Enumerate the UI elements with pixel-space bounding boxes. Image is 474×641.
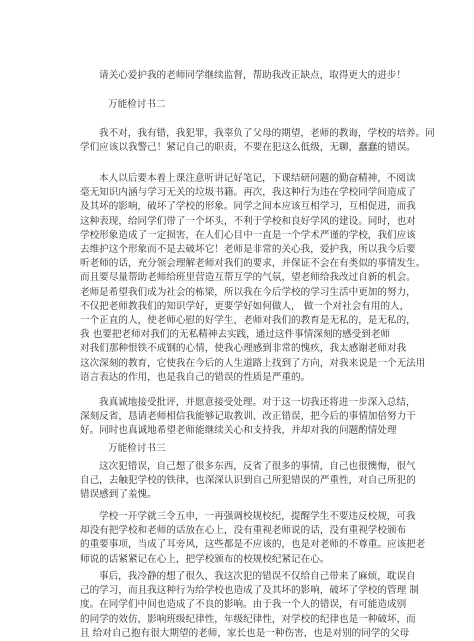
text-line: 这次深刻的教育，它使我在今后的人生道路上找到了方向，对我来说是一个无法用: [80, 357, 426, 369]
text-line: 这种表现，给同学们带了一个坏头，不利于学校和良好学风的建设。同时，也对: [80, 215, 416, 227]
paragraph: [80, 460, 416, 503]
text-line: 己的学习，而且我这种行为给学校也造成了及其坏的影响，破坏了学校的管理 制: [80, 585, 419, 597]
text-line: 自己，去触犯学校的铁律，也深深认识到自己所犯错误的严重性，对自己所犯的: [80, 475, 416, 487]
text-line: 学校形象造成了一定损害，在人们心目中一直是一个学术严谨的学校，我们应该: [80, 229, 416, 241]
text-line: 师说的话紧紧记在心上，把学校颁布的校规校纪紧记在心。: [80, 553, 330, 565]
text-line: 错误感到了羞愧。: [80, 489, 157, 501]
text-line: 听老师的话，充分领会理解老师对我们的要求，并保证不会在有类似的事情发生。: [80, 258, 426, 270]
text-line: 老师是希望我们成为社会的栋梁，所以我在今后学校的学习生活中更加的努力，: [80, 286, 416, 298]
text-line: 我真诚地接受批评，并愿意接受处理。对于这一切我还将进一步深入总结，: [99, 397, 416, 408]
text-line: 及其坏的影响，破坏了学校的形象。同学之间本应该互相学习，互相促进，而我: [80, 201, 416, 213]
text-line: 去维护这个形象而不是去破坏它！老师是非常的关心我，爱护我，所以我今后要: [80, 244, 416, 256]
text-line: 不仅把老师教我们的知识学好，更要学好如何做人， 做一个对社会有用的人，: [80, 300, 410, 312]
text-line: 的重要事项，当成了耳旁风，这些都是不应该的，也是对老师的不尊重。应该把老: [80, 539, 426, 551]
intro-paragraph: [80, 69, 410, 83]
text-line: 却没有把学校和老师的话放在心上，没有重视老师说的话，没有重视学校颁布: [80, 525, 407, 537]
paragraph: [80, 570, 419, 641]
text-line: 本人以后要本着上课注意听讲记好笔记，下课结研问题的勤奋精神，不阅读: [99, 173, 416, 184]
text-line: 一个正直的人，使老师心慰的好学生，老师对我们的教育是无私的，是无私的，: [80, 315, 416, 327]
text-line: 深刻反省，恳请老师相信我能够记取教训、改正错误，把今后的事情加倍努力干: [80, 411, 416, 423]
text-line: 这次犯错误，自己想了很多东西，反省了很多的事情，自己也很懊悔，很气: [99, 461, 416, 472]
paragraph: [80, 396, 416, 439]
text-line: 学们应该以我警己！紧记自己的职责，不要在犯这么低级，无聊，蠢蠢的错误。: [80, 142, 416, 154]
text-line: 我不对，我有错，我犯罪，我辜负了父母的期望，老师的教诲，学校的培养。同: [99, 128, 435, 139]
text-line: 毫无知识内涵与学习无关的垃圾书籍。再次，我这种行为违在学校同学间造成了: [80, 187, 416, 199]
text-line: 好。同时也真诚地希望老师能继续关心和支持我，并却对我的问题酌情处理: [80, 425, 397, 437]
paragraph: [80, 510, 426, 567]
section-title: 万能检讨书二: [108, 99, 166, 110]
section-title: 万能检讨书三: [108, 443, 166, 454]
paragraph: [80, 127, 435, 155]
text-line: 语言表达的作用，也是我自己的错误的性质是严重的。: [80, 371, 311, 383]
text-line: 我 也要把老师对我们的无私精神去实践，通过这件事情深刻的感受到老师: [80, 329, 391, 341]
text-line: 的同学的效仿，影响班级纪律性，年级纪律性，对学校的纪律也是一种破坏，而: [80, 613, 416, 625]
paragraph: [80, 172, 426, 385]
text-line: 事后，我冷静的想了很久，我这次犯的错误不仅给自己带来了麻烦，耽误自: [99, 571, 416, 582]
text-line: 对我们那种恨铁不成钢的心情，使我心理感到非常的愧疚，我太感谢老师对我: [80, 343, 407, 355]
text-line: 而且要尽量帮助老师给班里营造互帮互学的气氛，望老师给我改过自新的机会。: [80, 272, 416, 284]
text-line: 学校一开学就三令五申，一再强调校规校纪，提醒学生不要违反校规，可我: [99, 511, 416, 522]
text-line: 度。在同学们中间也造成了不良的影响。由于我一个人的错误，有可能造成别: [80, 599, 407, 611]
text-line: 且 给对自己抱有很大期望的老师，家长也是一种伤害，也是对别的同学的父母: [80, 627, 410, 639]
text-line: 请关心爱护我的老师同学继续监督，帮助我改正缺点，取得更大的进步！: [99, 70, 406, 81]
